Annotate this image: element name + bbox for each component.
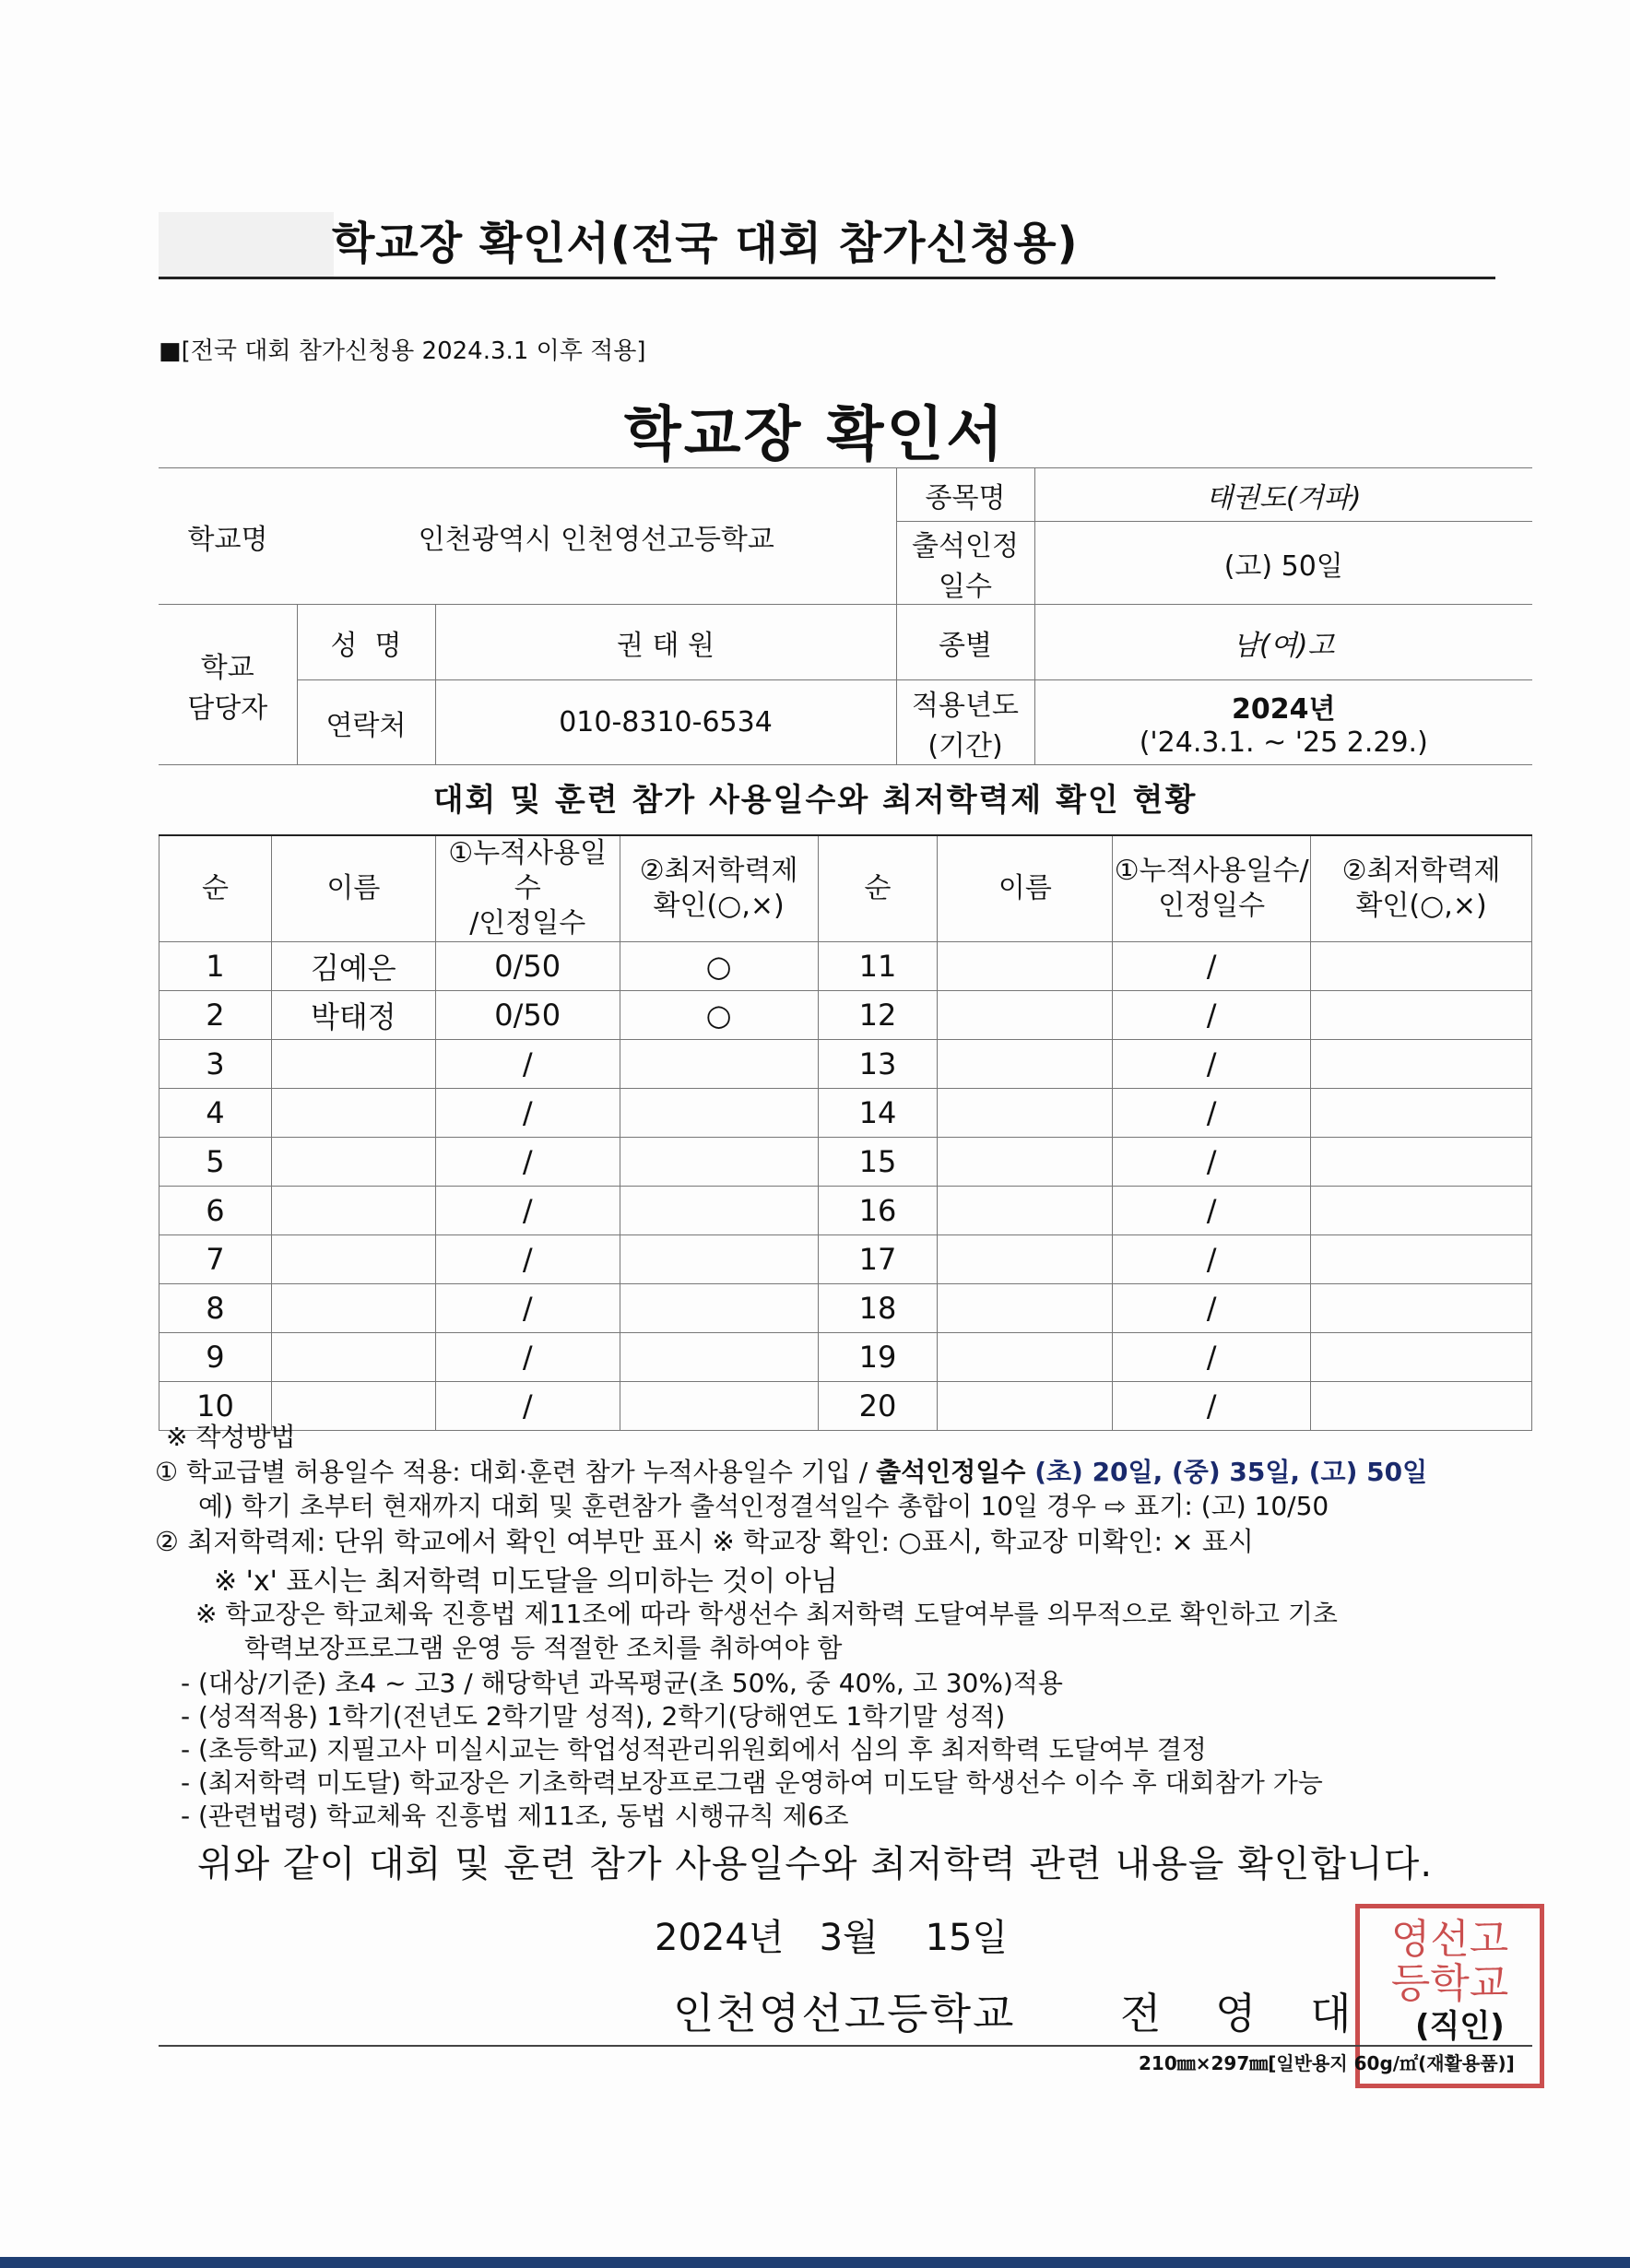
year-label (896, 680, 1034, 765)
header-title: 학교장 확인서(전국 대회 참가신청용) (332, 218, 1079, 269)
manager-label-line-1: 학교 (200, 651, 254, 684)
roster-right-days-cell: / (1113, 942, 1311, 991)
section-title: 대회 및 훈련 참가 사용일수와 최저학력제 확인 현황 (432, 782, 1198, 819)
detail-3: - (초등학교) 지필고사 미실시교는 학업성적관리위원회에서 심의 후 최저학력 도달여부 결정 (181, 1734, 1207, 1765)
roster-right-check-cell (1311, 942, 1532, 991)
roster-left-days-cell: / (435, 1382, 620, 1431)
detail-2: - (성적적용) 1학기(전년도 2학기말 성적), 2학기(당해연도 1학기말 성적) (181, 1701, 1006, 1731)
table-row (159, 991, 1532, 1040)
roster-left-no-cell: 8 (159, 1284, 272, 1333)
detail-4: - (최저학력 미도달) 학교장은 기초학력보장프로그램 운영하여 미도달 학생선수 이수 후 대회참가 가능 (181, 1767, 1323, 1798)
header-divider (159, 277, 1495, 279)
roster-right-days-cell: / (1113, 1235, 1311, 1284)
manager-label-line-2: 담당자 (187, 691, 268, 725)
roster-right-name-cell (938, 1040, 1113, 1089)
roster-right-no-cell: 13 (818, 1040, 938, 1089)
header-min-left-line-2: 확인(○,×) (653, 890, 785, 922)
roster-right-no-cell: 18 (818, 1284, 938, 1333)
notes-heading: ※ 작성방법 (166, 1422, 296, 1452)
school-label: 학교명 (159, 468, 297, 605)
header-days-right-line-1: ①누적사용일수/ (1114, 855, 1309, 887)
detail-1: - (대상/기준) 초4 ~ 고3 / 해당학년 과목평균(초 50%, 중 40%, 고 30%)적용 (181, 1668, 1063, 1698)
header-min-left-line-1: ②최저학력제 (639, 855, 798, 887)
contact-value: 010-8310-6534 (435, 680, 896, 765)
roster-left-check-cell (620, 1382, 818, 1431)
detail-5: - (관련법령) 학교체육 진흥법 제11조, 동법 시행규칙 제6조 (181, 1801, 849, 1831)
note-1 (155, 1452, 1427, 1489)
roster-right-no-cell: 15 (818, 1138, 938, 1187)
roster-right-check-cell (1311, 1138, 1532, 1187)
footer-divider (159, 2045, 1532, 2047)
signature-principal: 전 영 대 (1120, 1989, 1372, 2038)
table-row (159, 1089, 1532, 1138)
roster-left-days-cell: 0/50 (435, 991, 620, 1040)
roster-left-name-cell (271, 1235, 435, 1284)
attendance-label-line-1: 출석인정 (912, 529, 1019, 562)
roster-left-check-cell (620, 1040, 818, 1089)
attendance-value: (고) 50일 (1034, 522, 1532, 605)
roster-right-check-cell (1311, 1089, 1532, 1138)
roster-left-check-cell (620, 1284, 818, 1333)
roster-left-check-cell (620, 1187, 818, 1235)
confirmation-text: 위와 같이 대회 및 훈련 참가 사용일수와 최저학력 관련 내용을 확인합니다. (196, 1843, 1434, 1885)
roster-right-no-cell: 11 (818, 942, 938, 991)
name-value: 권 태 원 (435, 605, 896, 680)
header-min-right-line-1: ②최저학력제 (1341, 855, 1501, 887)
roster-left-days-cell: / (435, 1040, 620, 1089)
signature-school: 인천영선고등학교 (673, 1989, 1016, 2038)
period-value-line: ('24.3.1. ~ '25 2.29.) (1139, 726, 1428, 759)
roster-left-check-cell: ○ (620, 991, 818, 1040)
roster-left-name-cell (271, 1382, 435, 1431)
roster-right-days-cell: / (1113, 1187, 1311, 1235)
roster-left-name-cell (271, 1284, 435, 1333)
roster-right-name-cell (938, 1333, 1113, 1382)
roster-right-check-cell (1311, 991, 1532, 1040)
note-1-example: 예) 학기 초부터 현재까지 대회 및 훈련참가 출석인정결석일수 총합이 10일 경우 ⇨ 표기: (고) 10/50 (198, 1491, 1329, 1521)
roster-right-days-cell: / (1113, 1284, 1311, 1333)
note-2: ② 최저학력제: 단위 학교에서 확인 여부만 표시 ※ 학교장 확인: ○표시, 학교장 미확인: × 표시 (155, 1526, 1254, 1557)
roster-right-no-cell: 20 (818, 1382, 938, 1431)
notice-line: ■[전국 대회 참가신청용 2024.3.1 이후 적용] (159, 337, 646, 365)
attendance-label (896, 522, 1034, 605)
header-name-right: 이름 (938, 835, 1113, 942)
roster-right-no-cell: 16 (818, 1187, 938, 1235)
roster-left-no-cell: 2 (159, 991, 272, 1040)
seal-label: (직인) (1415, 2008, 1505, 2045)
document-title: 학교장 확인서 (623, 401, 1007, 469)
roster-left-no-cell: 10 (159, 1382, 272, 1431)
table-row (159, 1333, 1532, 1382)
roster-right-days-cell: / (1113, 1040, 1311, 1089)
table-row (159, 1138, 1532, 1187)
note-2-b: ※ 학교장은 학교체육 진흥법 제11조에 따라 학생선수 최저학력 도달여부를 의무적으로 확인하고 기초 (195, 1599, 1338, 1629)
roster-right-days-cell: / (1113, 1382, 1311, 1431)
roster-left-no-cell: 4 (159, 1089, 272, 1138)
roster-left-days-cell: 0/50 (435, 942, 620, 991)
year-value (1034, 680, 1532, 765)
roster-right-name-cell (938, 1089, 1113, 1138)
header-days-left-line-1: ①누적사용일수 (448, 837, 608, 904)
roster-right-check-cell (1311, 1235, 1532, 1284)
roster-left-check-cell (620, 1235, 818, 1284)
roster-right-name-cell (938, 942, 1113, 991)
roster-right-check-cell (1311, 1040, 1532, 1089)
roster-right-no-cell: 17 (818, 1235, 938, 1284)
roster-left-days-cell: / (435, 1333, 620, 1382)
note-1-days: (초) 20일, (중) 35일, (고) 50일 (1034, 1457, 1428, 1487)
header-min-right-line-2: 확인(○,×) (1355, 890, 1487, 922)
roster-right-no-cell: 19 (818, 1333, 938, 1382)
roster-left-name-cell (271, 1138, 435, 1187)
roster-left-check-cell (620, 1089, 818, 1138)
issue-date: 2024년 3월 15일 (655, 1917, 1009, 1959)
roster-left-name-cell (271, 1333, 435, 1382)
roster-left-check-cell (620, 1138, 818, 1187)
table-row (159, 1235, 1532, 1284)
year-label-line-2: (기간) (927, 729, 1003, 762)
roster-right-name-cell (938, 1138, 1113, 1187)
name-label: 성 명 (297, 605, 435, 680)
roster-right-days-cell: / (1113, 1089, 1311, 1138)
roster-right-name-cell (938, 991, 1113, 1040)
event-label: 종목명 (896, 468, 1034, 522)
roster-right-check-cell (1311, 1284, 1532, 1333)
roster-left-days-cell: / (435, 1138, 620, 1187)
note-1-text: ① 학교급별 허용일수 적용: 대회·훈련 참가 누적사용일수 기입 / (155, 1457, 877, 1487)
roster-left-check-cell: ○ (620, 942, 818, 991)
roster-left-days-cell: / (435, 1284, 620, 1333)
roster-body (159, 942, 1532, 1431)
roster-right-name-cell (938, 1284, 1113, 1333)
manager-label (159, 605, 297, 765)
note-2-a: ※ 'x' 표시는 최저학력 미도달을 의미하는 것이 아님 (214, 1565, 838, 1598)
header-days-left-line-2: /인정일수 (469, 907, 586, 939)
header-name-left: 이름 (271, 835, 435, 942)
roster-left-name-cell (271, 1187, 435, 1235)
roster-left-name-cell (271, 1089, 435, 1138)
note-1-bold: 출석인정일수 (876, 1457, 1035, 1487)
contact-label: 연락처 (297, 680, 435, 765)
roster-left-no-cell: 1 (159, 942, 272, 991)
year-value-line: 2024년 (1232, 693, 1336, 726)
roster-left-days-cell: / (435, 1235, 620, 1284)
table-row (159, 1187, 1532, 1235)
note-2-c: 학력보장프로그램 운영 등 적절한 조치를 취하여야 함 (244, 1633, 843, 1663)
header-days-left (435, 835, 620, 942)
roster-left-name-cell: 김예은 (271, 942, 435, 991)
header-tab-background (159, 212, 334, 277)
header-min-left (620, 835, 818, 942)
roster-left-name-cell: 박태정 (271, 991, 435, 1040)
header-days-right-line-2: 인정일수 (1158, 890, 1266, 922)
roster-left-no-cell: 9 (159, 1333, 272, 1382)
roster-right-no-cell: 12 (818, 991, 938, 1040)
attendance-label-line-2: 일수 (939, 570, 992, 603)
table-row (159, 1040, 1532, 1089)
roster-left-no-cell: 6 (159, 1187, 272, 1235)
header-no-left: 순 (159, 835, 272, 942)
roster-right-days-cell: / (1113, 1138, 1311, 1187)
roster-left-no-cell: 3 (159, 1040, 272, 1089)
info-table (159, 467, 1532, 765)
roster-right-days-cell: / (1113, 991, 1311, 1040)
roster-right-check-cell (1311, 1187, 1532, 1235)
roster-left-days-cell: / (435, 1089, 620, 1138)
roster-right-name-cell (938, 1382, 1113, 1431)
school-value: 인천광역시 인천영선고등학교 (297, 468, 896, 605)
roster-table (159, 834, 1532, 1431)
roster-right-no-cell: 14 (818, 1089, 938, 1138)
table-row (159, 942, 1532, 991)
header-no-right: 순 (818, 835, 938, 942)
roster-left-check-cell (620, 1333, 818, 1382)
roster-left-no-cell: 7 (159, 1235, 272, 1284)
roster-left-days-cell: / (435, 1187, 620, 1235)
table-row (159, 1284, 1532, 1333)
gender-value: 남(여)고 (1034, 605, 1532, 680)
paper-spec: 210㎜×297㎜[일반용지 60g/㎡(재활용품)] (1139, 2052, 1515, 2074)
seal-text: 영선고 등학교 (1390, 1916, 1509, 2007)
header-min-right (1311, 835, 1532, 942)
roster-right-days-cell: / (1113, 1333, 1311, 1382)
roster-right-name-cell (938, 1187, 1113, 1235)
header-days-right (1113, 835, 1311, 942)
roster-left-name-cell (271, 1040, 435, 1089)
table-row (159, 1382, 1532, 1431)
roster-right-check-cell (1311, 1382, 1532, 1431)
roster-right-name-cell (938, 1235, 1113, 1284)
year-label-line-1: 적용년도 (912, 689, 1019, 722)
event-value: 태권도(겨파) (1034, 468, 1532, 522)
roster-right-check-cell (1311, 1333, 1532, 1382)
gender-label: 종별 (896, 605, 1034, 680)
roster-left-no-cell: 5 (159, 1138, 272, 1187)
bottom-band (0, 2257, 1630, 2268)
